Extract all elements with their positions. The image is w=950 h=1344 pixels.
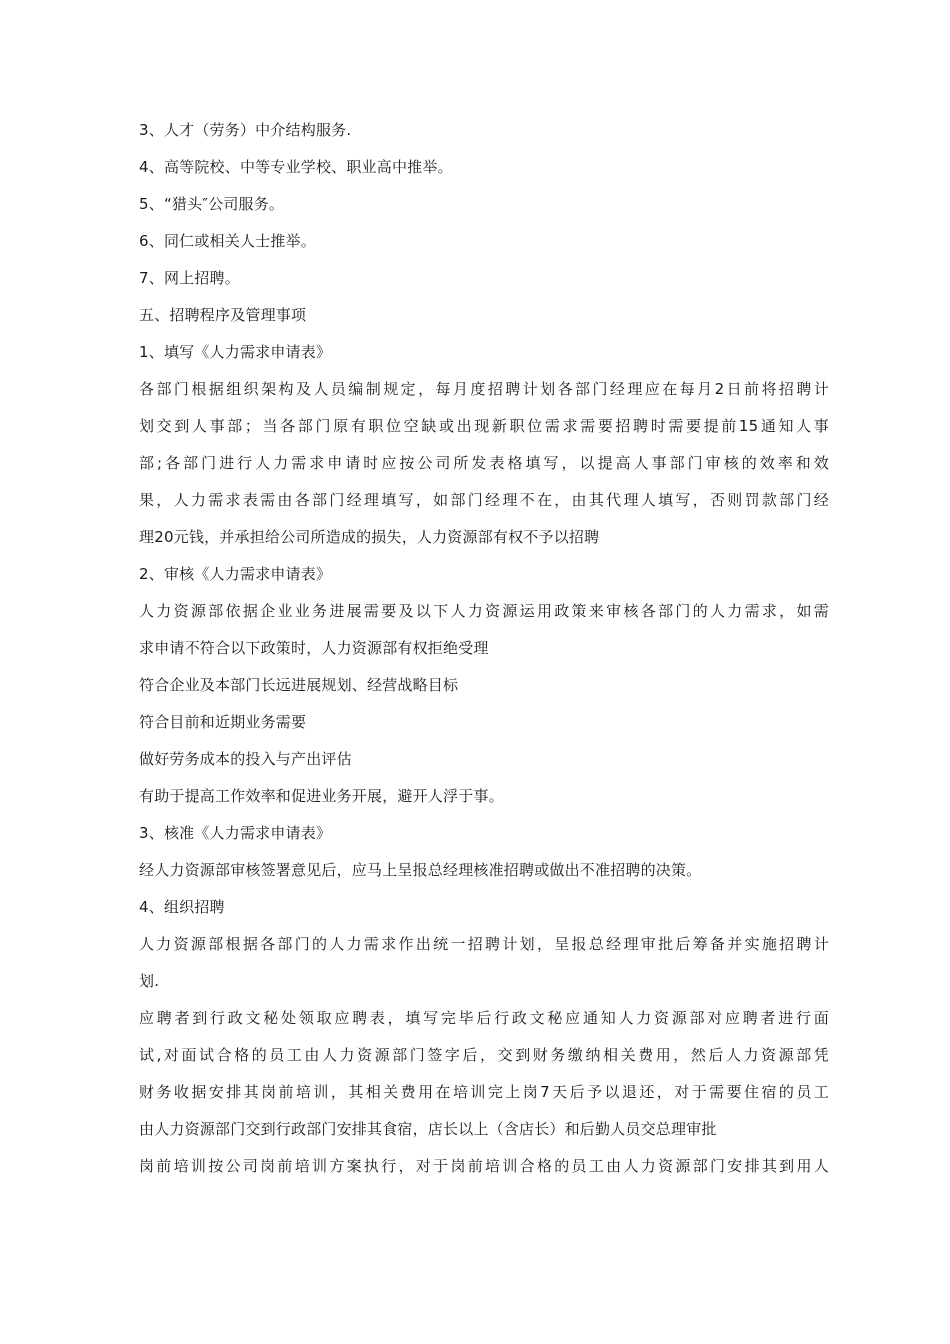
subsection-heading: 3、核准《人力需求申请表》 <box>139 824 332 842</box>
paragraph-line: 符合目前和近期业务需要 <box>139 713 307 731</box>
paragraph-line: 划. <box>139 972 160 990</box>
section-heading: 五、招聘程序及管理事项 <box>139 306 307 324</box>
paragraph-line: 划交到人事部；当各部门原有职位空缺或出现新职位需求需要招聘时需要提前15通知人事 <box>139 417 829 435</box>
paragraph-line: 经人力资源部审核签署意见后，应马上呈报总经理核准招聘或做出不准招聘的决策。 <box>139 861 702 879</box>
paragraph-line: 财务收据安排其岗前培训，其相关费用在培训完上岗7天后予以退还，对于需要住宿的员工 <box>139 1083 829 1101</box>
subsection-heading: 1、填写《人力需求申请表》 <box>139 343 332 361</box>
paragraph-line: 各部门根据组织架构及人员编制规定，每月度招聘计划各部门经理应在每月2日前将招聘计 <box>139 380 829 398</box>
subsection-heading: 2、审核《人力需求申请表》 <box>139 565 332 583</box>
paragraph-line: 应聘者到行政文秘处领取应聘表，填写完毕后行政文秘应通知人力资源部对应聘者进行面 <box>139 1009 829 1027</box>
paragraph-line: 理20元钱，并承担给公司所造成的损失，人力资源部有权不予以招聘 <box>139 528 600 546</box>
paragraph-line: 符合企业及本部门长远进展规划、经营战略目标 <box>139 676 459 694</box>
paragraph-line: 人力资源部根据各部门的人力需求作出统一招聘计划，呈报总经理审批后筹备并实施招聘计 <box>139 935 829 953</box>
list-item: 3、人才（劳务）中介结构服务. <box>139 121 352 139</box>
paragraph-line: 做好劳务成本的投入与产出评估 <box>139 750 352 768</box>
list-item: 6、同仁或相关人士推举。 <box>139 232 316 250</box>
paragraph-line: 部;各部门进行人力需求申请时应按公司所发表格填写，以提高人事部门审核的效率和效 <box>139 454 829 472</box>
list-item: 7、网上招聘。 <box>139 269 240 287</box>
subsection-heading: 4、组织招聘 <box>139 898 225 916</box>
paragraph-line: 求申请不符合以下政策时，人力资源部有权拒绝受理 <box>139 639 489 657</box>
list-item: 4、高等院校、中等专业学校、职业高中推举。 <box>139 158 453 176</box>
paragraph-line: 有助于提高工作效率和促进业务开展，避开人浮于事。 <box>139 787 504 805</box>
paragraph-line: 果，人力需求表需由各部门经理填写，如部门经理不在，由其代理人填写，否则罚款部门经 <box>139 491 829 509</box>
document-page <box>139 112 829 1185</box>
paragraph-line: 试,对面试合格的员工由人力资源部门签字后，交到财务缴纳相关费用，然后人力资源部凭 <box>139 1046 829 1064</box>
list-item: 5、“猎头″公司服务。 <box>139 195 285 213</box>
paragraph-line: 人力资源部依据企业业务进展需要及以下人力资源运用政策来审核各部门的人力需求，如需 <box>139 602 829 620</box>
paragraph-line: 由人力资源部门交到行政部门安排其食宿，店长以上（含店长）和后勤人员交总理审批 <box>139 1120 717 1138</box>
paragraph-line: 岗前培训按公司岗前培训方案执行，对于岗前培训合格的员工由人力资源部门安排其到用人 <box>139 1157 829 1175</box>
